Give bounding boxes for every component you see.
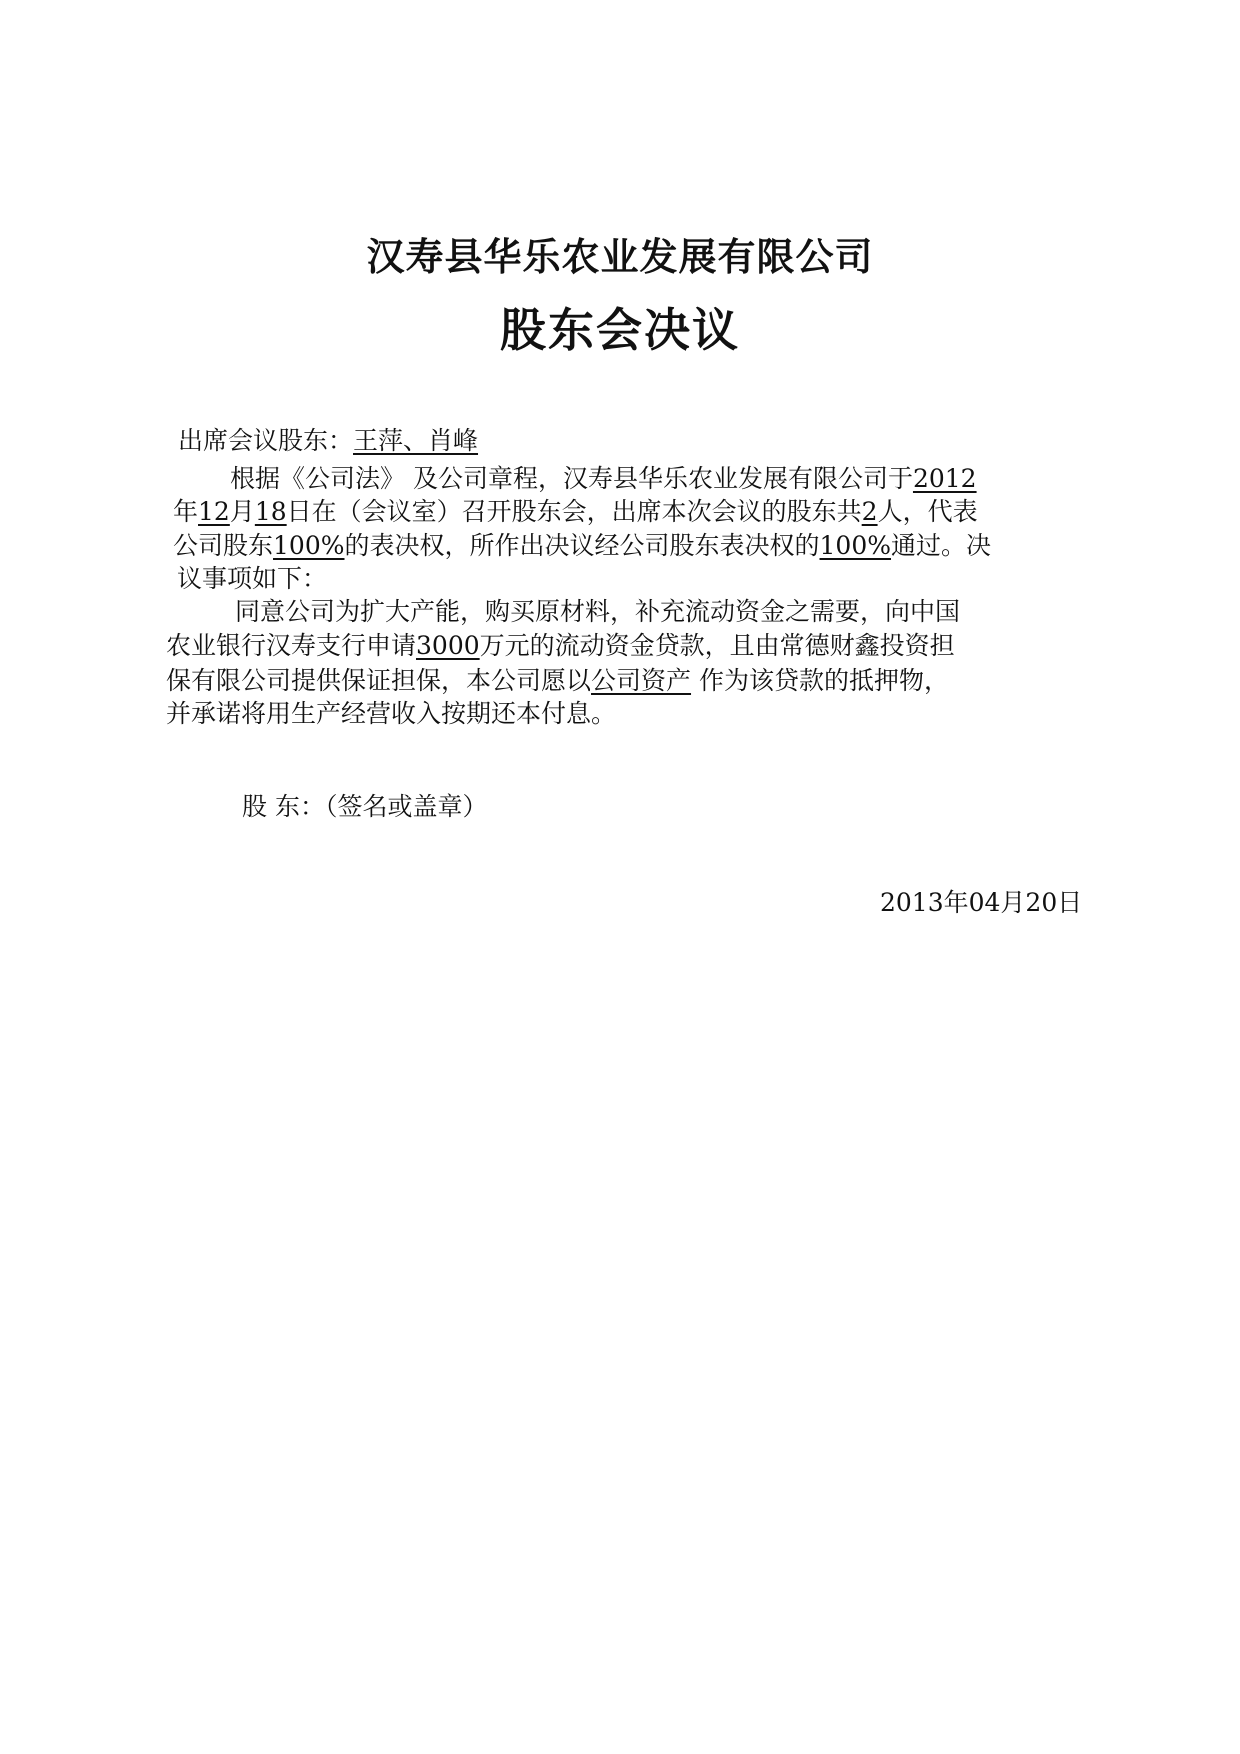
resolution-line-3: [173, 529, 991, 563]
resolution-text: 的表决权，所作出决议经公司股东表决权的: [344, 531, 820, 560]
matter-line-1: 同意公司为扩大产能，购买原材料，补充流动资金之需要，向中国: [235, 597, 961, 626]
approval-percent: 100%: [819, 531, 891, 560]
resolution-text: 人，代表: [877, 497, 978, 526]
matter-text: 农业银行汉寿支行申请: [166, 631, 417, 660]
resolution-line-1: [230, 462, 977, 496]
resolution-text: 月: [229, 497, 255, 526]
matter-line-2: [166, 629, 955, 663]
collateral: 公司资产: [591, 666, 692, 695]
document-date: 2013年04月20日: [880, 888, 1083, 917]
matter-text: 万元的流动资金贷款，且由常德财鑫投资担: [479, 631, 955, 660]
meeting-year: 2012: [912, 464, 977, 493]
loan-amount: 3000: [416, 631, 480, 660]
resolution-line-2: [173, 495, 978, 529]
voting-right-percent: 100%: [273, 531, 345, 560]
resolution-text: 根据《公司法》 及公司章程，汉寿县华乐农业发展有限公司于: [230, 464, 913, 493]
resolution-line-4: 议事项如下：: [177, 564, 328, 593]
signature-line: 股 东：（签名或盖章）: [242, 792, 488, 821]
attendee-names: 王萍、肖峰: [353, 426, 479, 455]
document-title: 股东会决议: [500, 303, 740, 357]
company-title: 汉寿县华乐农业发展有限公司: [366, 235, 874, 279]
meeting-month: 12: [198, 497, 230, 526]
shareholder-count: 2: [861, 497, 878, 526]
matter-line-3: [166, 664, 949, 698]
matter-line-4: 并承诺将用生产经营收入按期还本付息。: [166, 699, 617, 728]
matter-text: 保有限公司提供保证担保，本公司愿以: [166, 666, 592, 695]
resolution-text: 年: [173, 497, 199, 526]
resolution-text: 公司股东: [173, 531, 274, 560]
resolution-text: 通过。决: [891, 531, 992, 560]
attendees-label: 出席会议股东：: [178, 426, 354, 455]
matter-text: 作为该贷款的抵押物，: [691, 666, 949, 695]
meeting-day: 18: [254, 497, 287, 526]
resolution-text: 日在（会议室）召开股东会，出席本次会议的股东共: [286, 497, 862, 526]
attendees-line: [178, 424, 478, 458]
